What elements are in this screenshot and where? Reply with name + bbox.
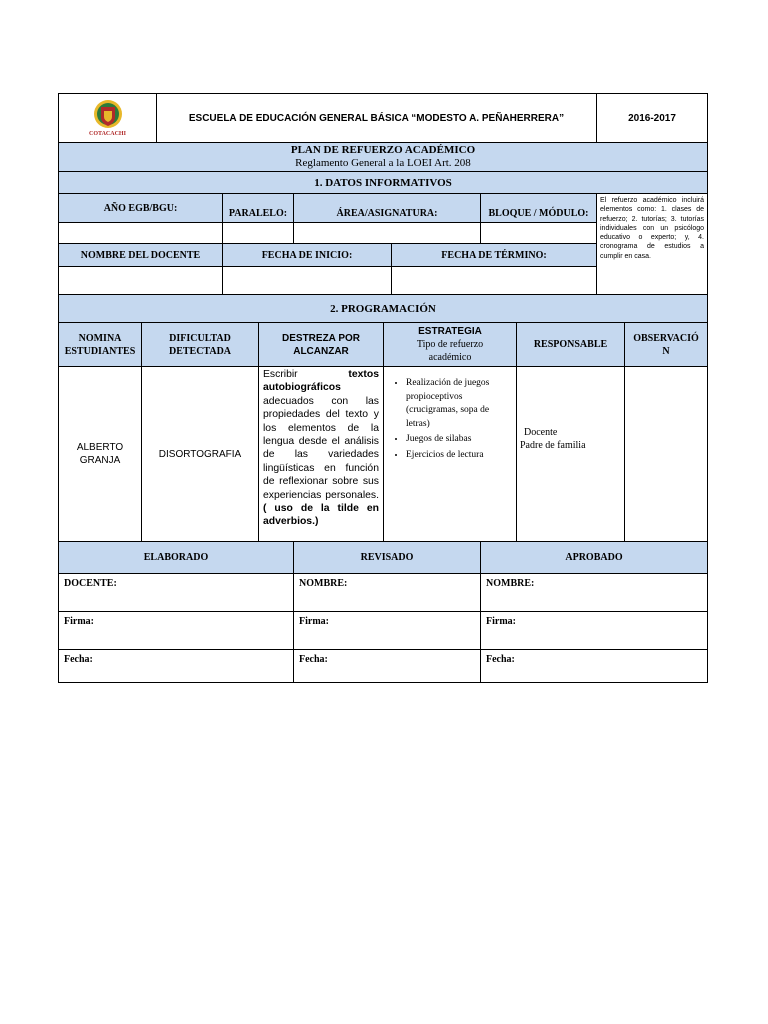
- sig-firma-elaborado[interactable]: Firma:: [58, 611, 294, 650]
- col-observacion: OBSERVACIÓ N: [624, 322, 708, 367]
- label-inicio: FECHA DE INICIO:: [222, 243, 392, 267]
- responsible-list: [520, 426, 586, 453]
- logo-text: COTACACHI: [89, 131, 126, 137]
- sig-firma-revisado[interactable]: Firma:: [293, 611, 481, 650]
- sig-firma-aprobado[interactable]: Firma:: [480, 611, 708, 650]
- school-crest-icon: [88, 99, 128, 131]
- logo-cell: [58, 93, 157, 143]
- sig-nombre-revisado[interactable]: NOMBRE:: [293, 573, 481, 612]
- col-destreza: DESTREZA POR ALCANZAR: [258, 322, 384, 367]
- label-bloque: BLOQUE / MÓDULO:: [480, 193, 597, 223]
- value-inicio[interactable]: [222, 266, 392, 295]
- label-termino: FECHA DE TÉRMINO:: [391, 243, 597, 267]
- value-termino[interactable]: [391, 266, 597, 295]
- reinforcement-note: El refuerzo académico incluirá elementos como: 1. clases de refuerzo; 2. tutorías; 3. tutorías individuales con un psicólogo educativo o experto; y, 4. cronograma de estudios a cumplir en casa.: [600, 197, 704, 260]
- sig-header-aprobado: APROBADO: [480, 541, 708, 574]
- plan-title-block: [58, 142, 708, 172]
- sig-fecha-aprobado[interactable]: Fecha:: [480, 649, 708, 683]
- list-item: • Ejercicios de lectura: [406, 449, 510, 463]
- section2-title: 2. PROGRAMACIÓN: [58, 294, 708, 323]
- sig-docente[interactable]: DOCENTE:: [58, 573, 294, 612]
- responsible-padre: Padre de familia: [520, 440, 586, 451]
- school-name: ESCUELA DE EDUCACIÓN GENERAL BÁSICA “MODESTO A. PEÑAHERRERA”: [156, 93, 597, 143]
- strategy-list: [388, 377, 510, 462]
- label-anio: AÑO EGB/BGU:: [58, 193, 223, 223]
- col-responsable: RESPONSABLE: [516, 322, 625, 367]
- reinforcement-note-cell: [596, 193, 708, 295]
- detected-difficulty: DISORTOGRAFIA: [141, 366, 259, 542]
- student-name: ALBERTO GRANJA: [58, 366, 142, 542]
- value-paralelo[interactable]: [222, 222, 294, 244]
- value-anio[interactable]: [58, 222, 223, 244]
- label-paralelo: PARALELO:: [222, 193, 294, 223]
- observation-cell[interactable]: [624, 366, 708, 542]
- school-logo: [88, 99, 128, 137]
- list-item: • Juegos de silabas: [406, 433, 510, 447]
- value-docente[interactable]: [58, 266, 223, 295]
- label-docente: NOMBRE DEL DOCENTE: [58, 243, 223, 267]
- col-dificultad: DIFICULTAD DETECTADA: [141, 322, 259, 367]
- destreza-cell: [258, 366, 384, 542]
- col-estrategia: ESTRATEGIA Tipo de refuerzo académico: [383, 322, 517, 367]
- col-nomina: NOMINA ESTUDIANTES: [58, 322, 142, 367]
- sig-fecha-revisado[interactable]: Fecha:: [293, 649, 481, 683]
- strategy-cell: [383, 366, 517, 542]
- responsible-cell: [516, 366, 625, 542]
- label-area: ÁREA/ASIGNATURA:: [293, 193, 481, 223]
- destreza-text: Escribir textos autobiográficos adecuados con las propiedades del texto y los elementos de la lengua desde el análisis de las variedades lingüísticas en función de reflexionar sobre sus experiencias personales.( uso de la tilde en adverbios.): [263, 369, 379, 528]
- sig-header-elaborado: ELABORADO: [58, 541, 294, 574]
- value-area[interactable]: [293, 222, 481, 244]
- sig-nombre-aprobado[interactable]: NOMBRE:: [480, 573, 708, 612]
- section1-title: 1. DATOS INFORMATIVOS: [58, 171, 708, 194]
- list-item: • Realización de juegos propioceptivos (crucigramas, sopa de letras): [406, 377, 510, 431]
- school-year: 2016-2017: [596, 93, 708, 143]
- value-bloque[interactable]: [480, 222, 597, 244]
- plan-title: PLAN DE REFUERZO ACADÉMICO: [290, 144, 476, 156]
- responsible-docente: Docente: [524, 426, 558, 438]
- sig-header-revisado: REVISADO: [293, 541, 481, 574]
- plan-subtitle: Reglamento General a la LOEI Art. 208: [295, 157, 471, 169]
- sig-fecha-elaborado[interactable]: Fecha:: [58, 649, 294, 683]
